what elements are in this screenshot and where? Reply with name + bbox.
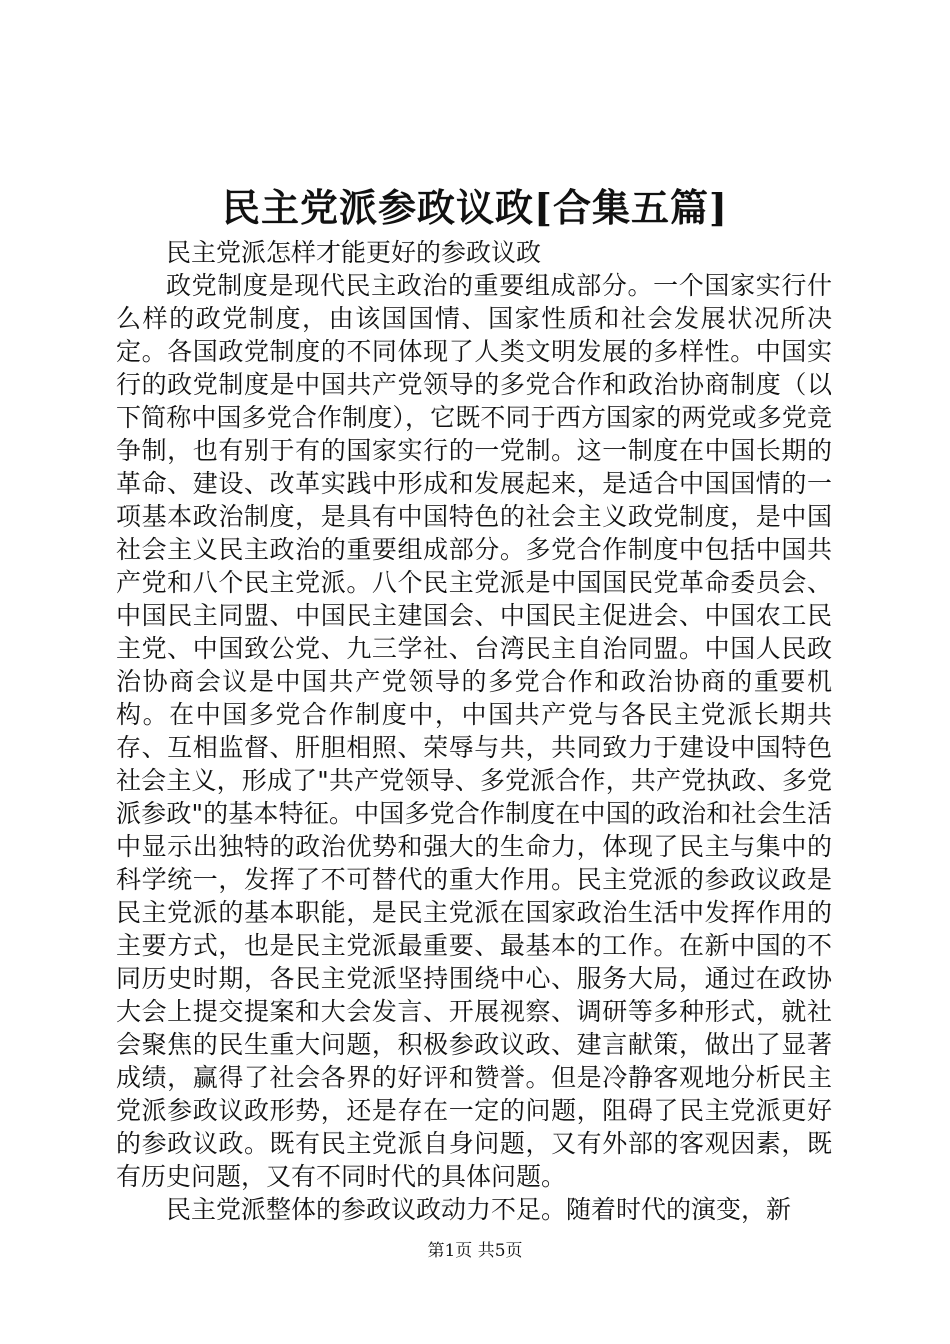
page-footer: 第1页 共5页 bbox=[427, 1241, 523, 1261]
document-body bbox=[116, 236, 832, 1226]
body-paragraph: 政党制度是现代民主政治的重要组成部分。一个国家实行什么样的政党制度，由该国国情、国家性质和社会发展状况所决定。各国政党制度的不同体现了人类文明发展的多样性。中国实行的政党制度是中国共产党领导的多党合作和政治协商制度（以下简称中国多党合作制度），它既不同于西方国家的两党或多党竞争制，也有别于有的国家实行的一党制。这一制度在中国长期的革命、建设、改革实践中形成和发展起来，是适合中国国情的一项基本政治制度，是具有中国特色的社会主义政党制度，是中国社会主义民主政治的重要组成部分。多党合作制度中包括中国共产党和八个民主党派。八个民主党派是中国国民党革命委员会、中国民主同盟、中国民主建国会、中国民主促进会、中国农工民主党、中国致公党、九三学社、台湾民主自治同盟。中国人民政治协商会议是中国共产党领导的多党合作和政治协商的重要机构。在中国多党合作制度中，中国共产党与各民主党派长期共存、互相监督、肝胆相照、荣辱与共，共同致力于建设中国特色社会主义，形成了"共产党领导、多党派合作，共产党执政、多党派参政"的基本特征。中国多党合作制度在中国的政治和社会生活中显示出独特的政治优势和强大的生命力，体现了民主与集中的科学统一，发挥了不可替代的重大作用。民主党派的参政议政是民主党派的基本职能，是民主党派在国家政治生活中发挥作用的主要方式，也是民主党派最重要、最基本的工作。在新中国的不同历史时期，各民主党派坚持围绕中心、服务大局，通过在政协大会上提交提案和大会发言、开展视察、调研等多种形式，就社会聚焦的民生重大问题，积极参政议政、建言献策，做出了显著成绩，赢得了社会各界的好评和赞誉。但是冷静客观地分析民主党派参政议政形势，还是存在一定的问题，阻碍了民主党派更好的参政议政。既有民主党派自身问题，又有外部的客观因素，既有历史问题，又有不同时代的具体问题。 bbox=[116, 271, 832, 1191]
body-paragraph: 民主党派整体的参政议政动力不足。随着时代的演变，新 bbox=[166, 1195, 792, 1224]
section-subtitle: 民主党派怎样才能更好的参政议政 bbox=[166, 238, 542, 267]
document-title: 民主党派参政议政[合集五篇] bbox=[222, 185, 728, 230]
